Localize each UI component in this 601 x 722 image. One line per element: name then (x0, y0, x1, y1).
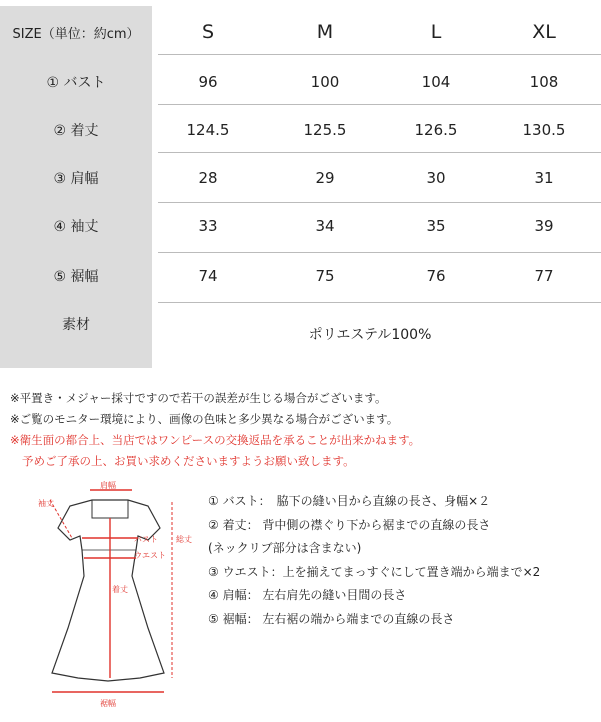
table-cell: 130.5 (522, 121, 566, 139)
table-header-row (0, 6, 601, 58)
legend-line: ① バスト： 脇下の縫い目から直線の長さ、身幅×２ (208, 494, 491, 508)
row-label: ④ 袖丈 (0, 200, 152, 252)
label-hem: 裾幅 (100, 699, 116, 708)
material-label: 素材 (0, 300, 152, 368)
row-label: ③ 肩幅 (0, 152, 152, 204)
table-row (0, 104, 601, 156)
row-label: ② 着丈 (0, 104, 152, 156)
table-cell: 31 (534, 169, 554, 187)
row-label: ⑤ 裾幅 (0, 250, 152, 302)
measurement-legend (208, 490, 540, 631)
note-line-red: 予めご了承の上、お買い求めくださいますようお願い致します。 (22, 454, 355, 468)
dress-outline-icon (20, 478, 200, 718)
table-cell: 35 (426, 217, 446, 235)
table-cell: 33 (198, 217, 218, 235)
note-line-red: ※衛生面の都合上、当店ではワンピースの交換返品を承ることが出来かねます。 (10, 433, 421, 447)
legend-line: ⑤ 裾幅： 左右裾の端から端までの直線の長さ (208, 611, 455, 626)
table-cell: 124.5 (186, 121, 230, 139)
table-cell: 96 (198, 73, 218, 91)
legend-line: ② 着丈： 背中側の襟ぐり下から裾までの直線の長さ (208, 517, 491, 532)
legend-line: ④ 肩幅： 左右肩先の縫い目間の長さ (208, 588, 407, 602)
material-row (0, 300, 601, 368)
size-xl: XL (532, 21, 556, 43)
row-label: ① バスト (0, 56, 152, 108)
label-shoulder: 肩幅 (100, 481, 116, 490)
table-cell: 125.5 (303, 121, 347, 139)
dress-diagram (20, 478, 200, 718)
table-cell: 100 (310, 73, 340, 91)
table-cell: 108 (529, 73, 559, 91)
label-waist: ウエスト (134, 551, 166, 560)
size-s: S (201, 21, 215, 43)
table-cell: 77 (534, 267, 554, 285)
divider (158, 54, 601, 55)
label-total: 総丈 (176, 535, 192, 544)
table-row (0, 200, 601, 252)
note-line: ※ご覧のモニター環境により、画像の色味と多少異なる場合がございます。 (10, 412, 399, 426)
table-row (0, 56, 601, 108)
size-m: M (316, 21, 334, 43)
table-cell: 30 (426, 169, 446, 187)
table-cell: 29 (315, 169, 335, 187)
table-cell: 28 (198, 169, 218, 187)
table-cell: 76 (426, 267, 446, 285)
notes-block (10, 388, 420, 472)
size-l: L (430, 21, 442, 43)
note-line: ※平置き・メジャー採寸ですので若干の誤差が生じる場合がございます。 (10, 391, 387, 405)
label-bust: バスト (134, 535, 158, 544)
table-row (0, 152, 601, 204)
table-cell: 75 (315, 267, 335, 285)
table-cell: 39 (534, 217, 554, 235)
legend-line: ③ ウエスト：上を揃えてまっすぐにして置き端から端まで×2 (208, 564, 541, 579)
table-cell: 126.5 (414, 121, 458, 139)
legend-line: (ネックリブ部分は含まない) (208, 541, 362, 555)
table-row (0, 250, 601, 302)
label-length: 着丈 (112, 585, 128, 594)
table-cell: 74 (198, 267, 218, 285)
table-cell: 34 (315, 217, 335, 235)
label-sleeve: 袖丈 (38, 499, 54, 508)
material-value: ポリエステル100% (308, 327, 432, 343)
header-label: SIZE（単位：約cm） (0, 6, 152, 58)
table-cell: 104 (421, 73, 451, 91)
